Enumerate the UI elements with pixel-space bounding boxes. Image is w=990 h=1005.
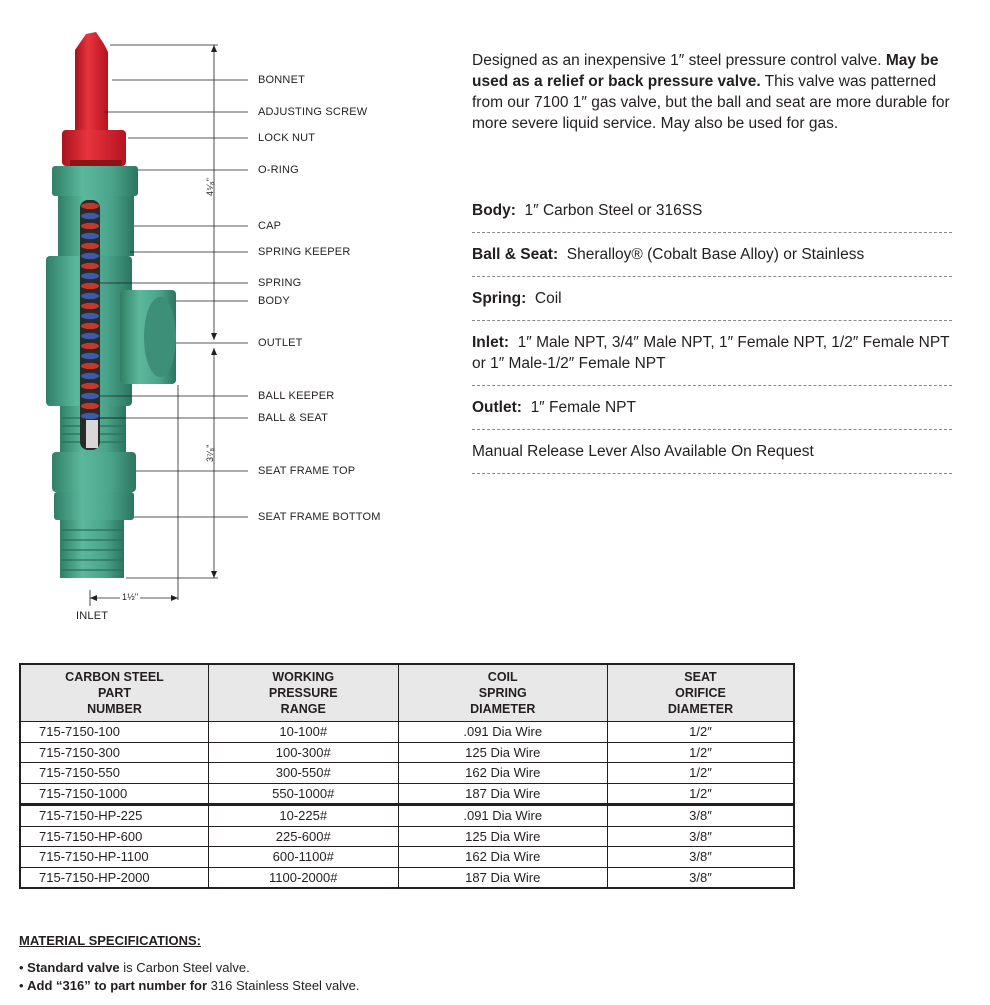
spec-ball-key: Ball & Seat: [472,246,559,263]
cell-spring: 125 Dia Wire [398,826,607,847]
material-specs-title: MATERIAL SPECIFICATIONS: [19,933,201,948]
material-bullet-2: • Add “316” to part number for 316 Stainless Steel valve. [19,978,360,993]
spec-manual-release [472,441,952,462]
header-pressure-range: WORKING PRESSURE RANGE [208,664,398,722]
cell-orifice: 3/8″ [607,826,794,847]
divider [472,473,952,474]
cell-orifice: 1/2″ [607,783,794,805]
label-o-ring: O-RING [258,164,299,176]
label-ball-seat: BALL & SEAT [258,412,329,424]
description-bold: May be used as a relief or back pressure valve. [472,52,939,90]
dimension-lower-height: 3⁷⁄₈" [205,444,215,462]
header-orifice-diameter: SEAT ORIFICE DIAMETER [607,664,794,722]
cell-part-number: 715-7150-100 [20,722,208,743]
cell-spring: 187 Dia Wire [398,867,607,888]
spec-body [472,200,952,221]
label-spring: SPRING [258,277,302,289]
cell-orifice: 1/2″ [607,722,794,743]
description-text-1: Designed as an inexpensive 1″ steel pressure control valve. [472,52,886,69]
material-bullet-1: • Standard valve is Carbon Steel valve. [19,960,250,975]
cell-part-number: 715-7150-300 [20,742,208,763]
parts-table [19,663,795,889]
table-row [20,722,794,743]
cell-spring: .091 Dia Wire [398,805,607,827]
spec-ball-value: Sheralloy® (Cobalt Base Alloy) or Stainless [566,246,865,263]
cell-pressure: 300-550# [208,763,398,784]
cell-spring: 125 Dia Wire [398,742,607,763]
label-seat-frame-bottom: SEAT FRAME BOTTOM [258,511,381,523]
label-outlet: OUTLET [258,337,303,349]
label-bonnet: BONNET [258,74,306,86]
cell-orifice: 3/8″ [607,867,794,888]
valve-diagram [0,0,460,640]
table-row [20,847,794,868]
spec-spring [472,288,952,309]
label-lock-nut: LOCK NUT [258,132,316,144]
dimension-upper-height: 4⁵⁄₈" [205,177,215,196]
label-cap: CAP [258,220,282,232]
table-row [20,867,794,888]
spec-inlet [472,332,952,374]
cell-pressure: 600-1100# [208,847,398,868]
header-part-number: CARBON STEEL PART NUMBER [20,664,208,722]
table-row [20,763,794,784]
spec-ball-seat [472,244,952,265]
table-row [20,742,794,763]
cell-part-number: 715-7150-550 [20,763,208,784]
divider [472,320,952,321]
cell-part-number: 715-7150-HP-600 [20,826,208,847]
label-ball-keeper: BALL KEEPER [258,390,335,402]
spec-inlet-key: Inlet: [472,334,510,351]
spec-spring-key: Spring: [472,290,527,307]
label-spring-keeper: SPRING KEEPER [258,246,351,258]
label-inlet: INLET [76,610,109,622]
cell-pressure: 10-225# [208,805,398,827]
description-text-2: This valve was patterned from our 7100 1″ gas valve, but the ball and seat are more durable for more severe liquid service. May also be used for gas. [472,73,950,132]
material-bullet-1-text: is Carbon Steel valve. [119,960,250,975]
cell-pressure: 225-600# [208,826,398,847]
spec-outlet-value: 1″ Female NPT [530,399,636,416]
cell-spring: .091 Dia Wire [398,722,607,743]
material-bullet-2-text: 316 Stainless Steel valve. [207,978,360,993]
spec-body-key: Body: [472,202,516,219]
header-spring-diameter: COIL SPRING DIAMETER [398,664,607,722]
spec-outlet-key: Outlet: [472,399,522,416]
cell-part-number: 715-7150-HP-1100 [20,847,208,868]
cell-spring: 162 Dia Wire [398,763,607,784]
leader-lines [0,0,460,640]
cell-pressure: 100-300# [208,742,398,763]
divider [472,385,952,386]
spec-inlet-value: 1″ Male NPT, 3/4″ Male NPT, 1″ Female NPT, 1/2″ Female NPT or 1″ Male-1/2″ Female NPT [472,334,950,372]
spec-manual-text: Manual Release Lever Also Available On Request [472,443,814,460]
material-bullet-1-bold: Standard valve [27,960,120,975]
table-row [20,826,794,847]
dimension-width: 1½" [122,592,139,602]
cell-spring: 187 Dia Wire [398,783,607,805]
divider [472,276,952,277]
cell-part-number: 715-7150-HP-225 [20,805,208,827]
cell-orifice: 3/8″ [607,847,794,868]
product-description [472,50,952,134]
spec-body-value: 1″ Carbon Steel or 316SS [524,202,703,219]
table-row [20,805,794,827]
cell-orifice: 3/8″ [607,805,794,827]
label-adjusting-screw: ADJUSTING SCREW [258,106,368,118]
spec-spring-value: Coil [534,290,562,307]
cell-orifice: 1/2″ [607,742,794,763]
cell-pressure: 550-1000# [208,783,398,805]
cell-part-number: 715-7150-HP-2000 [20,867,208,888]
cell-part-number: 715-7150-1000 [20,783,208,805]
material-bullet-2-bold: Add “316” to part number for [27,978,208,993]
cell-spring: 162 Dia Wire [398,847,607,868]
cell-pressure: 1100-2000# [208,867,398,888]
divider [472,429,952,430]
cell-orifice: 1/2″ [607,763,794,784]
label-body: BODY [258,295,290,307]
label-seat-frame-top: SEAT FRAME TOP [258,465,356,477]
table-header-row [20,664,794,722]
cell-pressure: 10-100# [208,722,398,743]
spec-outlet [472,397,952,418]
table-row [20,783,794,805]
divider [472,232,952,233]
